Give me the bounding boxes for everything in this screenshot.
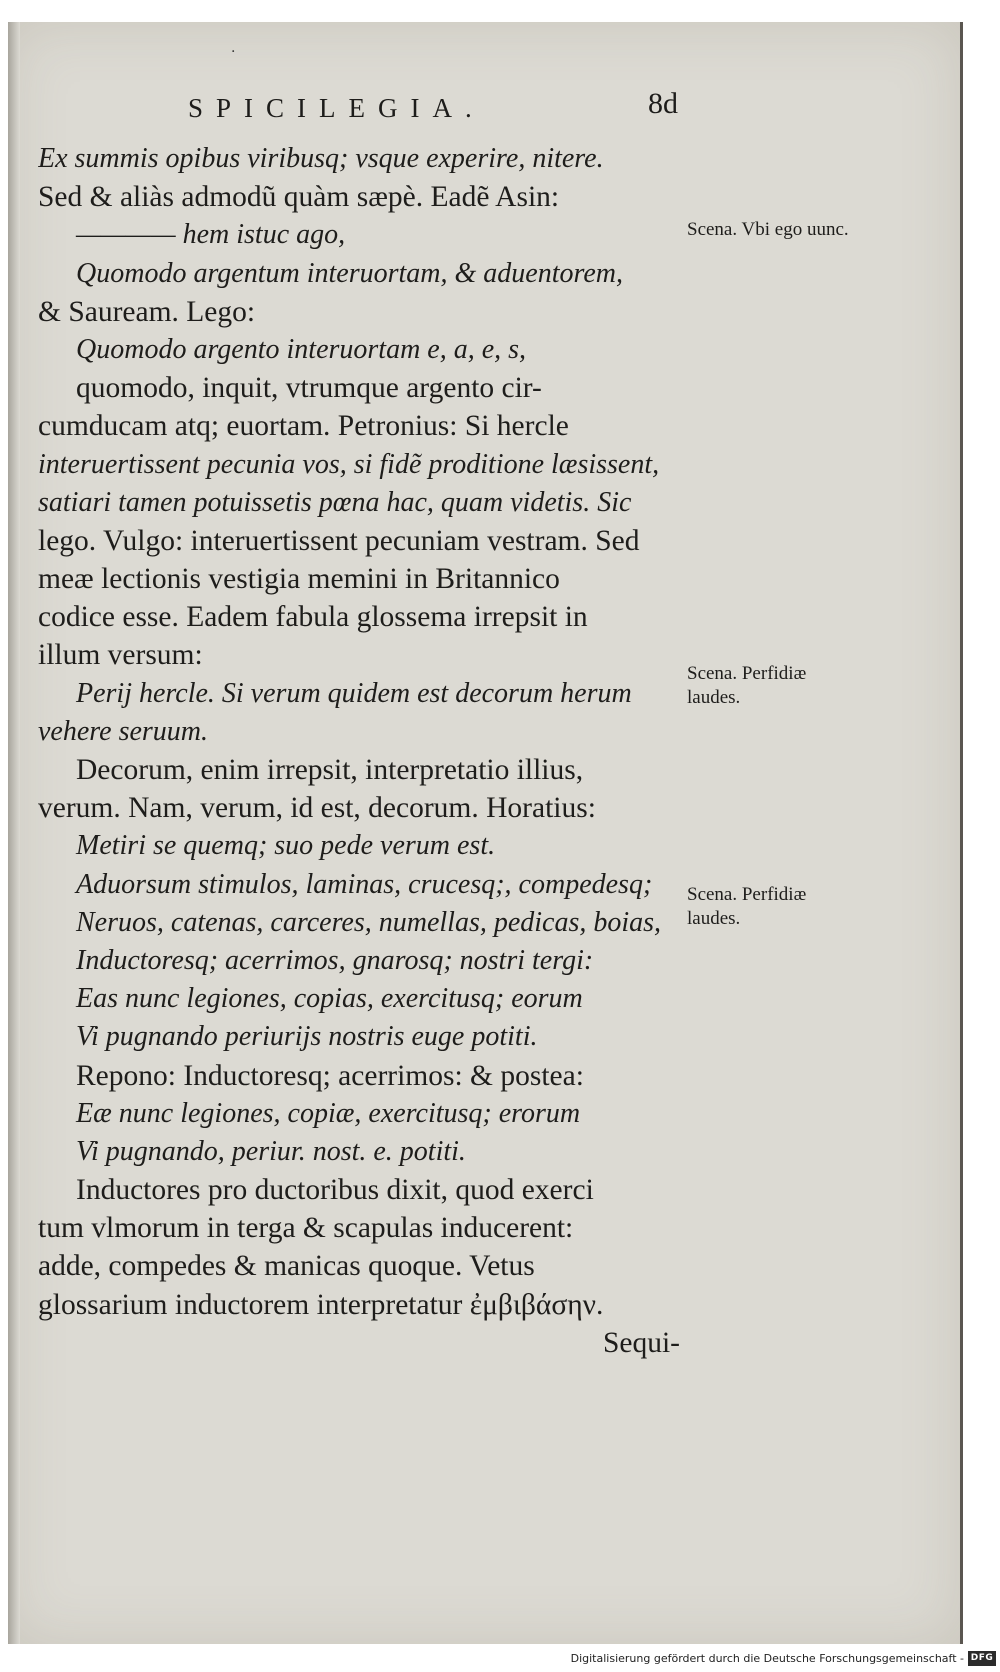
text-line: interuertissent pecunia vos, si fidẽ proditione læsissent, xyxy=(38,448,660,480)
text-line: codice esse. Eadem fabula glossema irrepsit in xyxy=(38,601,588,634)
text-line: illum versum: xyxy=(38,639,203,672)
text-line: Aduorsum stimulos, laminas, crucesq;, compedesq; xyxy=(76,868,653,900)
footer-credit: Digitalisierung gefördert durch die Deutsche Forschungsgemeinschaft - xyxy=(570,1652,964,1665)
page-gutter-shadow xyxy=(8,22,20,1644)
text-line: Eæ nunc legiones, copiæ, exercitusq; erorum xyxy=(76,1097,581,1129)
text-line: Metiri se quemq; suo pede verum est. xyxy=(76,830,496,862)
text-line: tum vlmorum in terga & scapulas inducerent: xyxy=(38,1212,574,1245)
margin-note: Scena. Perfidiæ laudes. xyxy=(687,884,807,929)
text-line: Sequi- xyxy=(602,1326,680,1359)
text-line: lego. Vulgo: interuertissent pecuniam vestram. Sed xyxy=(38,524,640,557)
text-line: ———— hem istuc ago, xyxy=(76,219,346,251)
folio-number: 8d xyxy=(648,87,678,120)
text-line: Repono: Inductoresq; acerrimos: & postea: xyxy=(76,1059,584,1092)
text-line: & Sauream. Lego: xyxy=(38,295,256,328)
running-head: SPICILEGIA. xyxy=(188,93,485,123)
text-line: satiari tamen potuissetis pœna hac, quam videtis. Sic xyxy=(38,486,632,518)
text-line: Sed & aliàs admodũ quàm sæpè. Eadẽ Asin: xyxy=(38,181,560,214)
text-line: Eas nunc legiones, copias, exercitusq; eorum xyxy=(76,983,583,1015)
text-line: Ex summis opibus viribusq; vsque experire, nitere. xyxy=(38,143,604,174)
margin-note: Scena. Vbi ego uunc. xyxy=(687,219,849,240)
text-line: verum. Nam, verum, id est, decorum. Horatius: xyxy=(38,792,596,825)
text-line: Quomodo argentum interuortam, & aduentorem, xyxy=(76,257,623,289)
page-header xyxy=(188,85,678,135)
printer-dot-mark: · xyxy=(231,44,236,60)
text-line: glossarium inductorem interpretatur ἐμβιβάσην. xyxy=(38,1288,604,1321)
dfg-logo: DFG xyxy=(968,1651,996,1666)
text-line: Decorum, enim irrepsit, interpretatio illius, xyxy=(76,754,584,786)
text-line: Perij hercle. Si verum quidem est decorum herum xyxy=(76,677,632,709)
text-line: vehere seruum. xyxy=(38,715,209,747)
text-line: Quomodo argento interuortam e, a, e, s, xyxy=(76,333,527,365)
text-line: Inductores pro ductoribus dixit, quod exerci xyxy=(76,1174,594,1207)
text-line: Vi pugnando periurijs nostris euge potiti. xyxy=(76,1021,538,1053)
text-line: meæ lectionis vestigia memini in Britannico xyxy=(38,563,560,596)
body-text xyxy=(38,140,680,1362)
text-line: cumducam atq; euortam. Petronius: Si hercle xyxy=(38,410,569,443)
text-line: quomodo, inquit, vtrumque argento cir- xyxy=(76,372,542,405)
margin-note: Scena. Perfidiæ laudes. xyxy=(687,663,807,708)
text-line: adde, compedes & manicas quoque. Vetus xyxy=(38,1250,535,1283)
text-line: Neruos, catenas, carceres, numellas, pedicas, boias, xyxy=(76,906,662,938)
text-line: Inductoresq; acerrimos, gnarosq; nostri tergi: xyxy=(76,944,594,976)
text-line: Vi pugnando, periur. nost. e. potiti. xyxy=(76,1135,466,1167)
